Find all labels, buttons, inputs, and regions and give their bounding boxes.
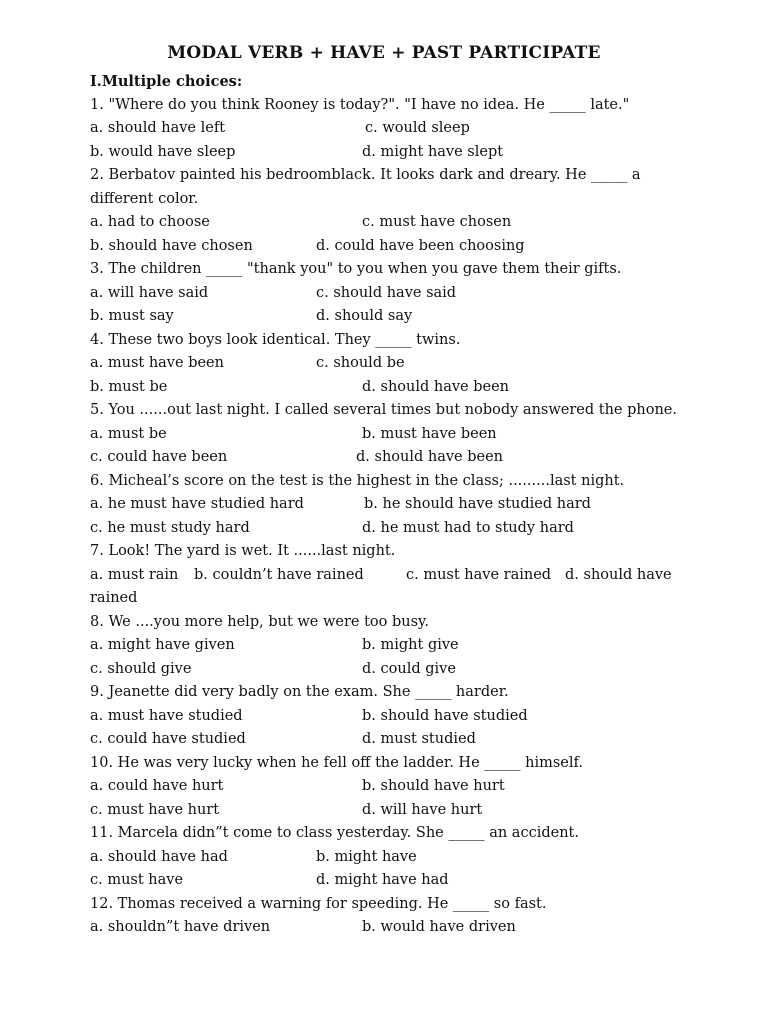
question-text: 3. The children _____ "thank you" to you when you gave them their gifts. bbox=[90, 261, 622, 277]
answer-option[interactable]: b. might give bbox=[362, 637, 459, 653]
answer-option[interactable]: b. he should have studied hard bbox=[364, 496, 591, 512]
answer-row bbox=[90, 846, 678, 870]
answer-option[interactable]: d. should say bbox=[316, 308, 413, 324]
answer-option[interactable]: d. should have been bbox=[362, 378, 510, 395]
answer-option[interactable]: c. must have chosen bbox=[362, 214, 512, 230]
question-block bbox=[90, 329, 678, 400]
question-text: 2. Berbatov painted his bedroomblack. It looks dark and dreary. He _____ a bbox=[90, 167, 641, 183]
answer-option[interactable]: a. must rain bbox=[90, 566, 179, 583]
question-text: 5. You ......out last night. I called several times but nobody answered the phone. bbox=[90, 402, 677, 418]
answer-row bbox=[90, 728, 678, 752]
answer-option[interactable]: a. had to choose bbox=[90, 214, 210, 230]
answer-option[interactable]: d. will have hurt bbox=[362, 801, 483, 818]
answer-row bbox=[90, 916, 678, 940]
answer-option[interactable]: b. should have chosen bbox=[90, 237, 253, 254]
question-text: 10. He was very lucky when he fell off the ladder. He _____ himself. bbox=[90, 754, 583, 771]
answer-option[interactable]: d. he must had to study hard bbox=[362, 519, 574, 536]
answer-row bbox=[90, 141, 678, 165]
question-block bbox=[90, 681, 678, 752]
answer-row bbox=[90, 376, 678, 400]
answer-row bbox=[90, 658, 678, 682]
question-block bbox=[90, 540, 678, 611]
question-text: different color. bbox=[90, 190, 199, 207]
question-block bbox=[90, 470, 678, 541]
question-block bbox=[90, 164, 678, 258]
question-text: 1. "Where do you think Rooney is today?". "I have no idea. He _____ late." bbox=[90, 96, 630, 113]
answer-option[interactable]: c. could have studied bbox=[90, 731, 246, 747]
answer-option-continuation: rained bbox=[90, 590, 138, 606]
answer-option[interactable]: b. might have bbox=[316, 848, 417, 865]
answer-option[interactable]: c. must have rained bbox=[406, 566, 552, 583]
answer-option[interactable]: b. must be bbox=[90, 378, 168, 395]
question-text: 12. Thomas received a warning for speeding. He _____ so fast. bbox=[90, 895, 547, 912]
question-block bbox=[90, 752, 678, 823]
answer-option[interactable]: c. must have bbox=[90, 872, 184, 888]
question-text: 6. Micheal’s score on the test is the highest in the class; .........last night. bbox=[90, 472, 625, 489]
answer-option[interactable]: d. might have had bbox=[316, 872, 449, 888]
answer-row bbox=[90, 493, 678, 517]
answer-row bbox=[90, 352, 678, 376]
answer-option[interactable]: d. could have been choosing bbox=[316, 237, 525, 254]
answer-option[interactable]: a. might have given bbox=[90, 637, 235, 653]
answer-option[interactable]: b. should have hurt bbox=[362, 778, 505, 794]
answer-option[interactable]: d. could give bbox=[362, 660, 456, 677]
question-text: 8. We ....you more help, but we were too busy. bbox=[90, 613, 429, 630]
answer-option[interactable]: a. should have had bbox=[90, 848, 228, 865]
answer-row bbox=[90, 235, 678, 259]
answer-option[interactable]: a. must be bbox=[90, 425, 167, 442]
answer-option[interactable]: a. could have hurt bbox=[90, 778, 224, 794]
answer-row bbox=[90, 869, 678, 893]
answer-option[interactable]: c. should be bbox=[316, 355, 405, 371]
question-block bbox=[90, 893, 678, 940]
answer-option[interactable]: c. must have hurt bbox=[90, 801, 220, 818]
answer-option[interactable]: b. would have sleep bbox=[90, 143, 236, 160]
answer-option[interactable]: a. shouldn”t have driven bbox=[90, 919, 271, 935]
answer-row bbox=[90, 799, 678, 823]
question-list bbox=[90, 94, 678, 940]
answer-row bbox=[90, 282, 678, 306]
answer-option[interactable]: b. should have studied bbox=[362, 707, 528, 724]
answer-option[interactable]: a. must have been bbox=[90, 355, 224, 371]
question-block bbox=[90, 258, 678, 329]
answer-option[interactable]: c. could have been bbox=[90, 449, 228, 465]
question-block bbox=[90, 94, 678, 165]
section-heading: I.Multiple choices: bbox=[90, 73, 243, 90]
answer-row bbox=[90, 117, 678, 141]
answer-option[interactable]: a. must have studied bbox=[90, 707, 243, 724]
answer-option[interactable]: c. he must study hard bbox=[90, 519, 250, 536]
answer-option[interactable]: c. should have said bbox=[316, 284, 457, 301]
answer-option[interactable]: d. should have been bbox=[356, 449, 504, 465]
answer-option[interactable]: b. must have been bbox=[362, 425, 497, 442]
answer-option[interactable]: a. will have said bbox=[90, 284, 209, 301]
question-text: 7. Look! The yard is wet. It ......last night. bbox=[90, 543, 396, 559]
answer-option[interactable]: a. he must have studied hard bbox=[90, 496, 304, 512]
answer-row bbox=[90, 705, 678, 729]
answer-row bbox=[90, 517, 678, 541]
question-text: 9. Jeanette did very badly on the exam. She _____ harder. bbox=[90, 684, 509, 700]
question-block bbox=[90, 399, 678, 470]
question-text: 11. Marcela didn”t come to class yesterday. She _____ an accident. bbox=[90, 825, 579, 841]
answer-option[interactable]: c. would sleep bbox=[365, 120, 470, 136]
answer-option[interactable]: b. couldn’t have rained bbox=[194, 566, 364, 583]
answer-row bbox=[90, 564, 678, 588]
answer-option[interactable]: d. should have bbox=[565, 566, 672, 583]
answer-row bbox=[90, 775, 678, 799]
answer-option[interactable]: d. might have slept bbox=[362, 143, 504, 160]
answer-option[interactable]: d. must studied bbox=[362, 731, 476, 747]
answer-option[interactable]: b. would have driven bbox=[362, 919, 516, 935]
answer-row bbox=[90, 446, 678, 470]
question-block bbox=[90, 822, 678, 893]
question-text: 4. These two boys look identical. They _____ twins. bbox=[90, 331, 461, 348]
answer-row bbox=[90, 634, 678, 658]
answer-row bbox=[90, 423, 678, 447]
answer-row bbox=[90, 211, 678, 235]
answer-option[interactable]: a. should have left bbox=[90, 120, 226, 136]
answer-row bbox=[90, 305, 678, 329]
page-title: MODAL VERB + HAVE + PAST PARTICIPATE bbox=[167, 43, 601, 63]
answer-option[interactable]: b. must say bbox=[90, 308, 174, 324]
answer-option[interactable]: c. should give bbox=[90, 660, 192, 677]
question-block bbox=[90, 611, 678, 682]
